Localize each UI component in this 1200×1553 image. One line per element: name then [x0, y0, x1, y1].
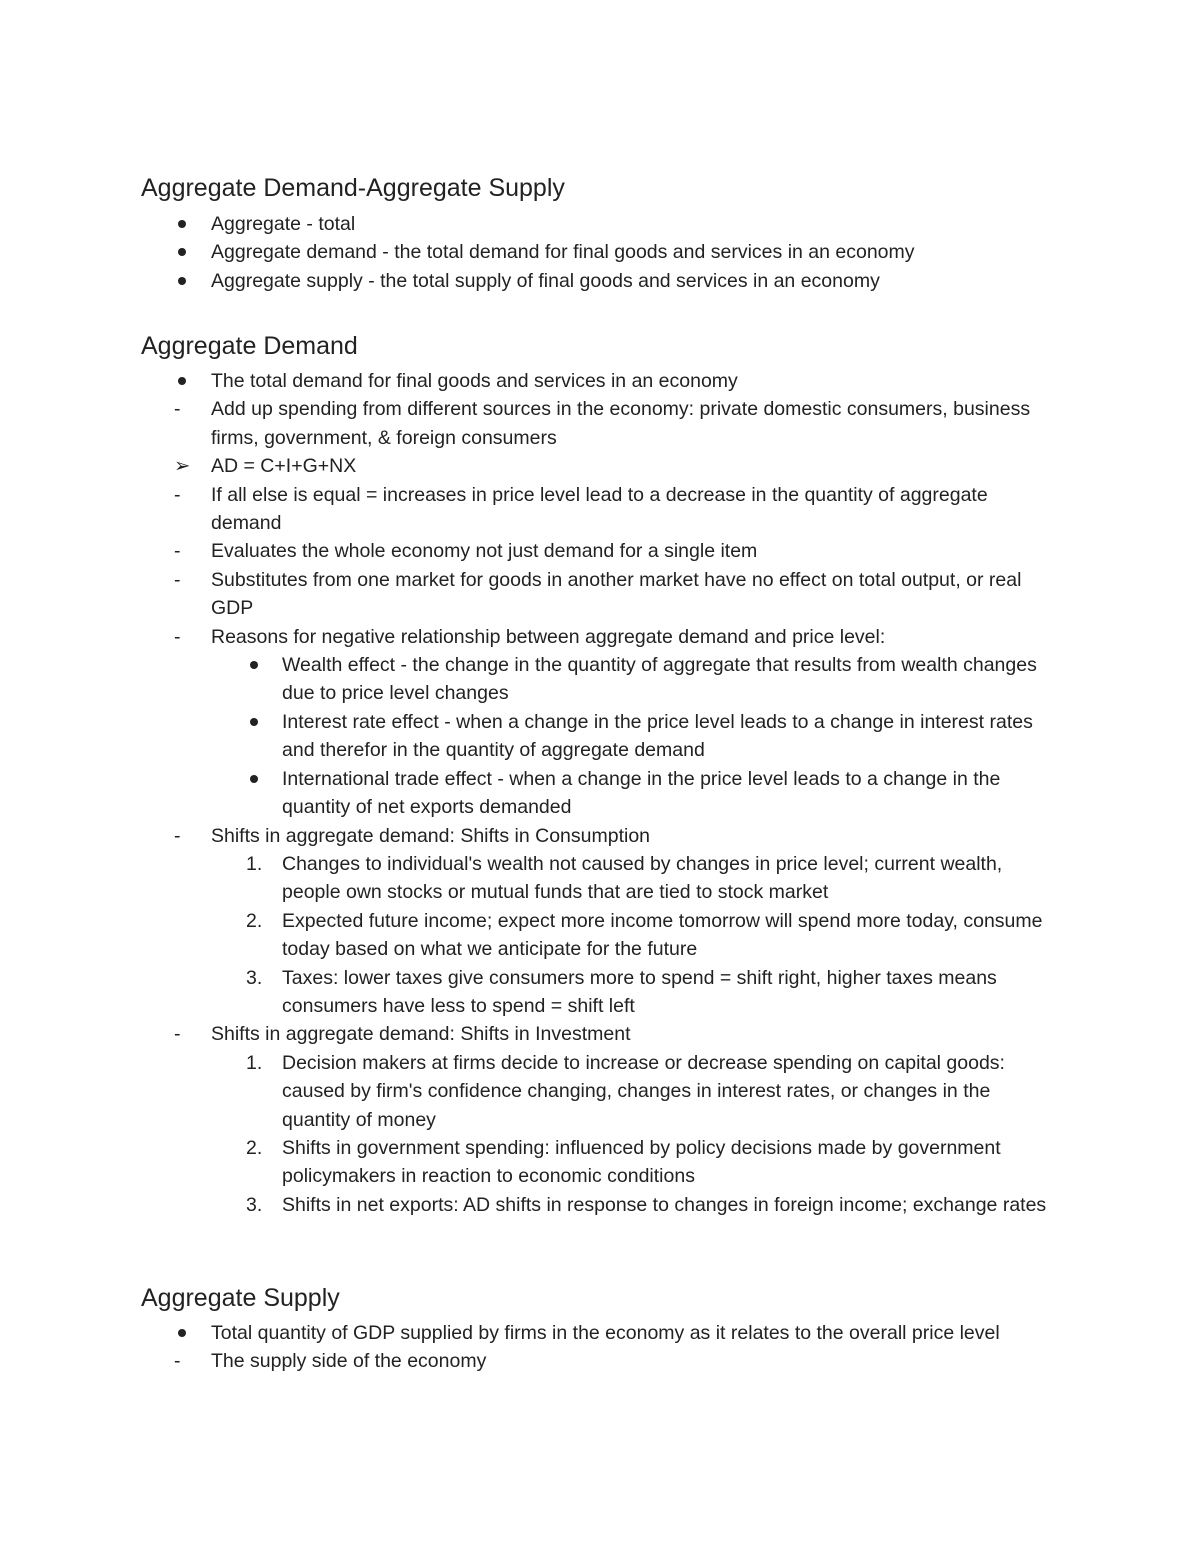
section-2-list	[0, 367, 1064, 1219]
list-item-text: Reasons for negative relationship between aggregate demand and price level:	[211, 625, 886, 648]
heading-aggregate-supply: Aggregate Supply	[141, 1284, 340, 1312]
list-item	[0, 481, 1061, 538]
list-item-text: Taxes: lower taxes give consumers more to spend = shift right, higher taxes means consumers have less to spend = shift left	[282, 966, 997, 1017]
list-item-text: Wealth effect - the change in the quantity of aggregate that results from wealth changes due to price level changes	[282, 654, 1037, 705]
list-item-text: Total quantity of GDP supplied by firms in the economy as it relates to the overall price level	[211, 1322, 1000, 1344]
list-item	[0, 395, 1061, 452]
bullet-icon	[178, 248, 186, 256]
list-item	[0, 1347, 1061, 1375]
list-item	[0, 267, 1061, 295]
list-item-text: Expected future income; expect more income tomorrow will spend more today, consume today based on what we anticipate for the future	[282, 909, 1043, 961]
list-item-text: Substitutes from one market for goods in another market have no effect on total output, or real GDP	[211, 568, 1022, 620]
list-item-text: International trade effect - when a change in the price level leads to a change in the quantity of net exports demanded	[282, 767, 1001, 819]
list-item-text: Shifts in government spending: influenced by policy decisions made by government policymakers in reaction to economic conditions	[282, 1136, 1001, 1188]
bullet-icon	[178, 220, 186, 228]
numbered-item	[0, 1191, 1064, 1219]
numbered-item	[0, 850, 1064, 907]
list-item-text: If all else is equal = increases in price level lead to a decrease in the quantity of aggregate demand	[211, 483, 988, 535]
number-marker: 1.	[246, 852, 263, 875]
dash-marker: -	[174, 1350, 181, 1373]
number-marker: 3.	[246, 966, 263, 989]
list-item-text: Shifts in net exports: AD shifts in response to changes in foreign income; exchange rates	[282, 1193, 1047, 1216]
heading-aggregate-demand: Aggregate Demand	[141, 332, 358, 360]
dash-marker: -	[174, 398, 181, 421]
bullet-icon	[250, 775, 258, 783]
list-item-text: Interest rate effect - when a change in the price level leads to a change in interest rates and therefor in the quantity of aggregate demand	[282, 710, 1033, 762]
dash-marker: -	[174, 568, 181, 591]
list-item-text: Aggregate - total	[211, 213, 356, 235]
numbered-item	[0, 1049, 1064, 1134]
list-item-text: Aggregate supply - the total supply of final goods and services in an economy	[211, 269, 880, 292]
dash-marker: -	[174, 625, 181, 648]
list-item-text: Shifts in aggregate demand: Shifts in Consumption	[211, 824, 651, 847]
list-item-text: Evaluates the whole economy not just demand for a single item	[211, 540, 758, 563]
list-item-text: The supply side of the economy	[211, 1350, 487, 1373]
list-item-text: Changes to individual's wealth not caused by changes in price level; current wealth, people own stocks or mutual funds that are tied to stock market	[282, 852, 1003, 904]
number-marker: 2.	[246, 909, 263, 932]
bullet-icon	[178, 377, 186, 385]
list-item	[0, 210, 1061, 238]
list-item-text: Aggregate demand - the total demand for final goods and services in an economy	[211, 241, 915, 264]
arrow-bullet-icon: ➢	[174, 455, 191, 478]
dash-marker: -	[174, 540, 181, 563]
list-item	[0, 566, 1061, 623]
sub-list-item	[0, 708, 1064, 765]
list-item	[0, 623, 1061, 651]
list-item	[0, 1319, 1061, 1347]
list-item	[0, 1020, 1061, 1048]
sub-list-item	[0, 765, 1064, 822]
bullet-icon	[250, 718, 258, 726]
dash-marker: -	[174, 824, 181, 847]
heading-aggregate-demand-aggregate-supply: Aggregate Demand-Aggregate Supply	[141, 174, 565, 202]
list-item	[0, 238, 1061, 266]
list-item	[0, 367, 1061, 395]
sub-list-item	[0, 651, 1064, 708]
dash-marker: -	[174, 483, 181, 506]
list-item-text: Add up spending from different sources in the economy: private domestic consumers, business firms, government, & foreign consumers	[211, 398, 1031, 449]
section-1-list	[0, 210, 1061, 295]
number-marker: 1.	[246, 1051, 263, 1074]
list-item-text: Decision makers at firms decide to increase or decrease spending on capital goods: caused by firm's confidence changing, changes in interest rates, or changes in the quantity of money	[282, 1051, 1005, 1131]
section-3-list	[0, 1319, 1061, 1376]
list-item	[0, 452, 1061, 480]
list-item-text: Shifts in aggregate demand: Shifts in Investment	[211, 1023, 631, 1046]
numbered-item	[0, 1134, 1064, 1191]
number-marker: 2.	[246, 1136, 263, 1159]
number-marker: 3.	[246, 1193, 263, 1216]
list-item	[0, 537, 1061, 565]
list-item-text: AD = C+I+G+NX	[211, 455, 357, 478]
bullet-icon	[178, 277, 186, 285]
dash-marker: -	[174, 1023, 181, 1046]
list-item	[0, 822, 1061, 850]
numbered-item	[0, 907, 1064, 964]
list-item-text: The total demand for final goods and services in an economy	[211, 370, 738, 392]
numbered-item	[0, 964, 1064, 1021]
bullet-icon	[250, 661, 258, 669]
bullet-icon	[178, 1329, 186, 1337]
